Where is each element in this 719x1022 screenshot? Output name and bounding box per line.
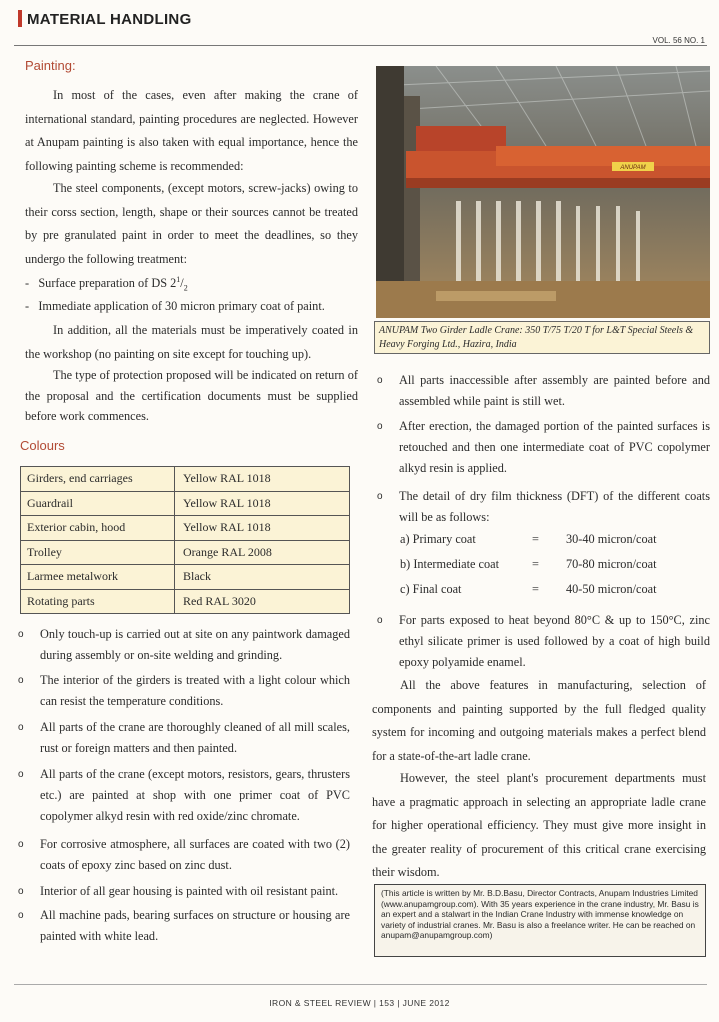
fraction-numerator: 1 <box>176 275 181 284</box>
list-item-text: For parts exposed to heat beyond 80°C & up to 150°C, zinc ethyl silicate primer is used followed by a coat of high build epoxy polyamide enamel. <box>399 613 710 669</box>
list-item-text: For corrosive atmosphere, all surfaces are coated with two (2) coats of epoxy zinc based on zinc dust. <box>40 837 350 872</box>
section-title: MATERIAL HANDLING <box>27 11 192 28</box>
treatment-item-1: - Surface preparation of DS $2^1/_2$ <box>25 275 188 293</box>
bullet-marker: o <box>18 769 24 780</box>
table-row <box>21 467 350 492</box>
list-item-text: All parts of the crane (except motors, resistors, gears, thrusters etc.) are painted at shop with one primer coat of PVC copolymer alkyd resin with red oxide/zinc chromate. <box>40 767 350 823</box>
painting-paragraph-2: The steel components, (except motors, screw-jacks) owing to their corss section, length, shape or their sources cannot be treated by pre granulated paint in order to meet the deadlines, so they undergo the following treatment: <box>25 181 358 266</box>
page-footer: IRON & STEEL REVIEW | 153 | JUNE 2012 <box>269 998 450 1008</box>
bullet-marker: o <box>18 886 24 897</box>
colour-cell: Orange RAL 2008 <box>175 540 350 565</box>
section-header <box>18 10 192 28</box>
coat-label: a) Primary coat <box>400 532 476 546</box>
bullet-marker: o <box>377 375 383 386</box>
list-item-text: Only touch-up is carried out at site on any paintwork damaged during assembly or on-site welding and grinding. <box>40 627 350 662</box>
part-cell: Trolley <box>21 540 175 565</box>
table-row <box>21 491 350 516</box>
list-item-text: Interior of all gear housing is painted with oil resistant paint. <box>40 884 339 898</box>
crane-photo-illustration <box>376 66 710 318</box>
bullet-marker: o <box>18 629 24 640</box>
coat-equals: = <box>532 532 539 546</box>
treatment-item-1-text: Surface preparation of DS 2 <box>38 276 177 291</box>
coat-value: 30-40 micron/coat <box>566 532 657 546</box>
part-cell: Guardrail <box>21 491 175 516</box>
bullet-marker: o <box>18 910 24 921</box>
bullet-marker: o <box>377 615 383 626</box>
table-row <box>21 589 350 614</box>
list-item-text: The interior of the girders is treated with a light colour which can resist the temperature conditions. <box>40 673 350 708</box>
painting-paragraph-1: In most of the cases, even after making the crane of international standard, painting procedures are neglected. However at Anupam painting is also taken with equal importance, hence the following painting scheme is recommended: <box>25 88 358 173</box>
bullet-marker: o <box>18 722 24 733</box>
table-row <box>21 516 350 541</box>
part-cell: Larmee metalwork <box>21 565 175 590</box>
list-item-text: After erection, the damaged portion of the painted surfaces is retouched and then one intermediate coat of PVC copolymer alkyd resin is applied. <box>399 419 710 475</box>
coat-label: b) Intermediate coat <box>400 557 500 571</box>
header-accent-bar <box>18 10 22 27</box>
fraction-denominator: 2 <box>183 283 188 293</box>
bullet-marker: o <box>377 491 383 502</box>
author-bio-box: (This article is written by Mr. B.D.Basu, Director Contracts, Anupam Industries Limited (www.anupamgroup.com). With 35 years experience in the crane industry, Mr. Basu is an expert and a stalwart in the Indian Crane Industry with immense knowledge on variety of industrial cranes. Mr. Basu is also a freelance writer. He can be reached on anupam@anupamgroup.com) <box>374 884 706 957</box>
coat-equals: = <box>532 582 539 596</box>
bullet-marker: o <box>377 421 383 432</box>
list-item-text: All parts of the crane are thoroughly cleaned of all mill scales, rust or foreign matters and then painted. <box>40 720 350 755</box>
crane-photo <box>376 66 710 318</box>
part-cell: Rotating parts <box>21 589 175 614</box>
crane-brand-label: ANUPAM <box>620 165 646 171</box>
colours-heading: Colours <box>20 438 65 453</box>
coat-value: 70-80 micron/coat <box>566 557 657 571</box>
volume-label: VOL. 56 NO. 1 <box>652 36 705 45</box>
colour-cell: Red RAL 3020 <box>175 589 350 614</box>
painting-heading: Painting: <box>25 58 76 73</box>
list-item-text: All machine pads, bearing surfaces on structure or housing are painted with white lead. <box>40 908 350 943</box>
header-rule <box>14 45 707 46</box>
conclusion-paragraph-2: However, the steel plant's procurement departments must have a pragmatic approach in selecting an appropriate ladle crane for higher operational efficiency. They must give more insight in the greater reality of procurement of this critical crane exercising their wisdom. <box>372 771 706 879</box>
coat-label: c) Final coat <box>400 582 462 596</box>
conclusion-paragraph-1: All the above features in manufacturing, selection of components and painting supported by the full fledged quality system for incoming and outgoing materials makes a perfect blend for a state-of-the-art ladle crane. <box>372 678 706 763</box>
part-cell: Girders, end carriages <box>21 467 175 492</box>
list-item-text: The detail of dry film thickness (DFT) of the different coats will be as follows: <box>399 489 710 524</box>
painting-paragraph-3: In addition, all the materials must be imperatively coated in the workshop (no painting on site except for touching up). <box>25 323 358 361</box>
painting-paragraph-4: The type of protection proposed will be indicated on return of the proposal and the certification documents must be supplied before work commences. <box>25 368 358 423</box>
photo-caption: ANUPAM Two Girder Ladle Crane: 350 T/75 T/20 T for L&T Special Steels & Heavy Forging Ltd., Hazira, India <box>374 321 710 354</box>
coat-value: 40-50 micron/coat <box>566 582 657 596</box>
table-row <box>21 540 350 565</box>
colour-cell: Black <box>175 565 350 590</box>
colour-cell: Yellow RAL 1018 <box>175 467 350 492</box>
bullet-marker: o <box>18 839 24 850</box>
list-item-text: All parts inaccessible after assembly are painted before and assembled while paint is still wet. <box>399 373 710 408</box>
bullet-marker: o <box>18 675 24 686</box>
footer-rule <box>14 984 707 985</box>
table-row <box>21 565 350 590</box>
part-cell: Exterior cabin, hood <box>21 516 175 541</box>
colour-cell: Yellow RAL 1018 <box>175 491 350 516</box>
coat-equals: = <box>532 557 539 571</box>
colour-cell: Yellow RAL 1018 <box>175 516 350 541</box>
treatment-item-2: - Immediate application of 30 micron primary coat of paint. <box>25 299 325 313</box>
colours-table <box>20 466 350 614</box>
treatment-item-2-text: Immediate application of 30 micron primary coat of paint. <box>38 299 325 313</box>
